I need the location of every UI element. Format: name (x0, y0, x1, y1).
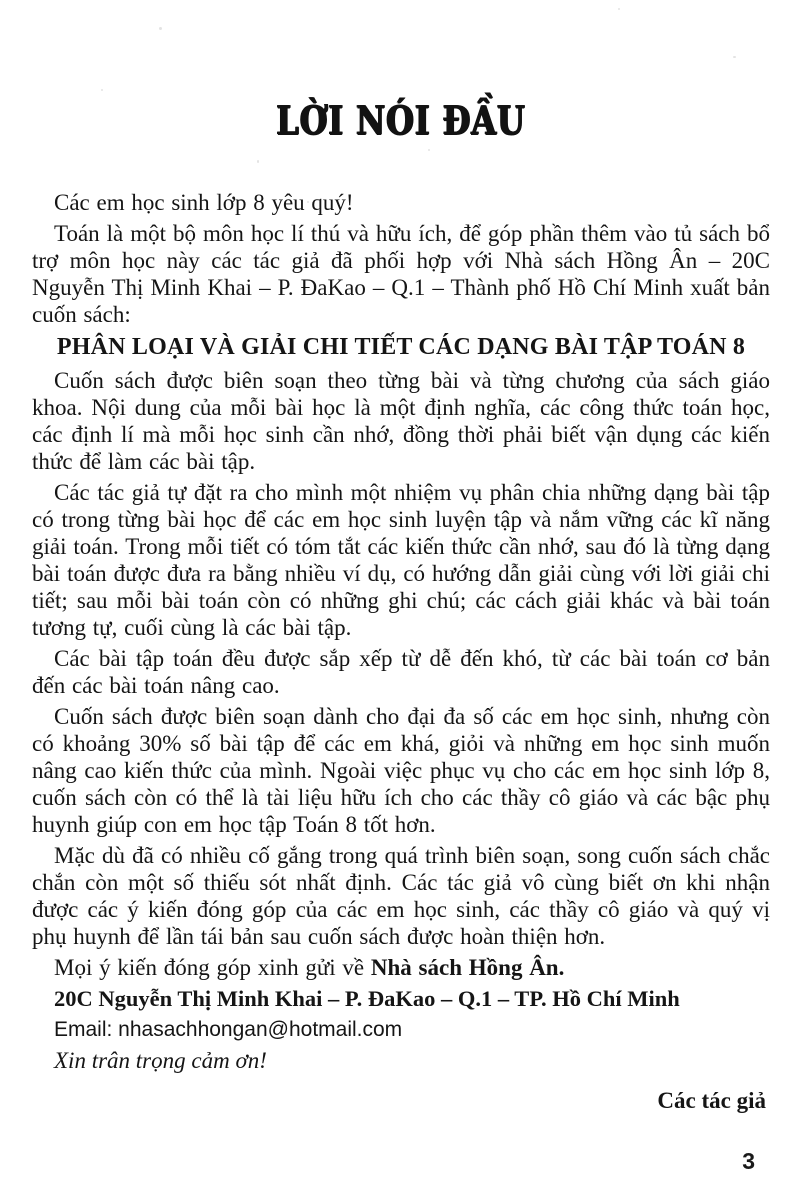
scan-speck (733, 56, 736, 58)
scan-speck (257, 160, 259, 163)
signature: Các tác giả (657, 1088, 766, 1113)
paragraph-feedback (32, 954, 770, 981)
scan-speck (428, 149, 430, 151)
scan-speck (307, 201, 309, 203)
paragraph-body-3: Các bài tập toán đều được sắp xếp từ dễ đến khó, từ các bài toán cơ bản đến các bài toán nâng cao. (32, 646, 770, 698)
thanks-line: Xin trân trọng cảm ơn! (54, 1048, 267, 1073)
paragraph-body-2: Các tác giả tự đặt ra cho mình một nhiệm vụ phân chia những dạng bài tập có trong từng bài học để các em học sinh luyện tập và nắm vững các kĩ năng giải toán. Trong mỗi tiết có tóm tắt các kiến thức cần nhớ, sau đó là từng dạng bài toán được đưa ra bằng nhiều ví dụ, có hướng dẫn giải cùng với lời giải chi tiết; sau mỗi bài toán còn có những ghi chú; các cách giải khác và bài toán tương tự, cuối cùng là các bài tập. (32, 480, 770, 640)
paragraph-greeting: Các em học sinh lớp 8 yêu quý! (54, 190, 354, 215)
page-number: 3 (742, 1148, 755, 1174)
page-title-container (32, 99, 770, 143)
paragraph-body-5: Mặc dù đã có nhiều cố gắng trong quá trình biên soạn, song cuốn sách chắc chắn còn một số thiếu sót nhất định. Các tác giả vô cùng biết ơn khi nhận được các ý kiến đóng góp của các em học sinh, các thầy cô giáo và quý vị phụ huynh để lần tái bản sau cuốn sách được hoàn thiện hơn. (32, 843, 770, 949)
paragraph-body-4: Cuốn sách được biên soạn dành cho đại đa số các em học sinh, nhưng còn có khoảng 30% số bài tập để các em khá, giỏi và những em học sinh muốn nâng cao kiến thức của mình. Ngoài việc phục vụ cho các em học sinh lớp 8, cuốn sách còn có thể là tài liệu hữu ích cho các thầy cô giáo và các bậc phụ huynh giúp con em học tập Toán 8 tốt hơn. (32, 704, 770, 837)
scan-speck (159, 27, 162, 30)
paragraph-body-1: Cuốn sách được biên soạn theo từng bài và từng chương của sách giáo khoa. Nội dung của mỗi bài học là một định nghĩa, các công thức toán học, các định lí mà mỗi học sinh cần nhớ, đồng thời phải biết vận dụng các kiến thức để làm các bài tập. (32, 368, 770, 474)
feedback-text: Mọi ý kiến đóng góp xinh gửi về (54, 955, 371, 980)
scan-speck (618, 8, 620, 10)
feedback-bookstore-name: Nhà sách Hồng Ân. (370, 955, 565, 980)
address-line: 20C Nguyễn Thị Minh Khai – P. ĐaKao – Q.1 – TP. Hồ Chí Minh (54, 986, 680, 1011)
page-content (32, 0, 770, 1114)
page-title: LỜI NÓI ĐẦU (276, 98, 526, 144)
scan-speck (101, 89, 103, 91)
paragraph-intro: Toán là một bộ môn học lí thú và hữu ích, để góp phần thêm vào tủ sách bổ trợ môn học này các tác giả đã phối hợp với Nhà sách Hồng Ân – 20C Nguyễn Thị Minh Khai – P. ĐaKao – Q.1 – Thành phố Hồ Chí Minh xuất bản cuốn sách: (32, 221, 770, 327)
book-title: PHÂN LOẠI VÀ GIẢI CHI TIẾT CÁC DẠNG BÀI TẬP TOÁN 8 (56, 334, 746, 360)
email-line: Email: nhasachhongan@hotmail.com (54, 1018, 403, 1041)
